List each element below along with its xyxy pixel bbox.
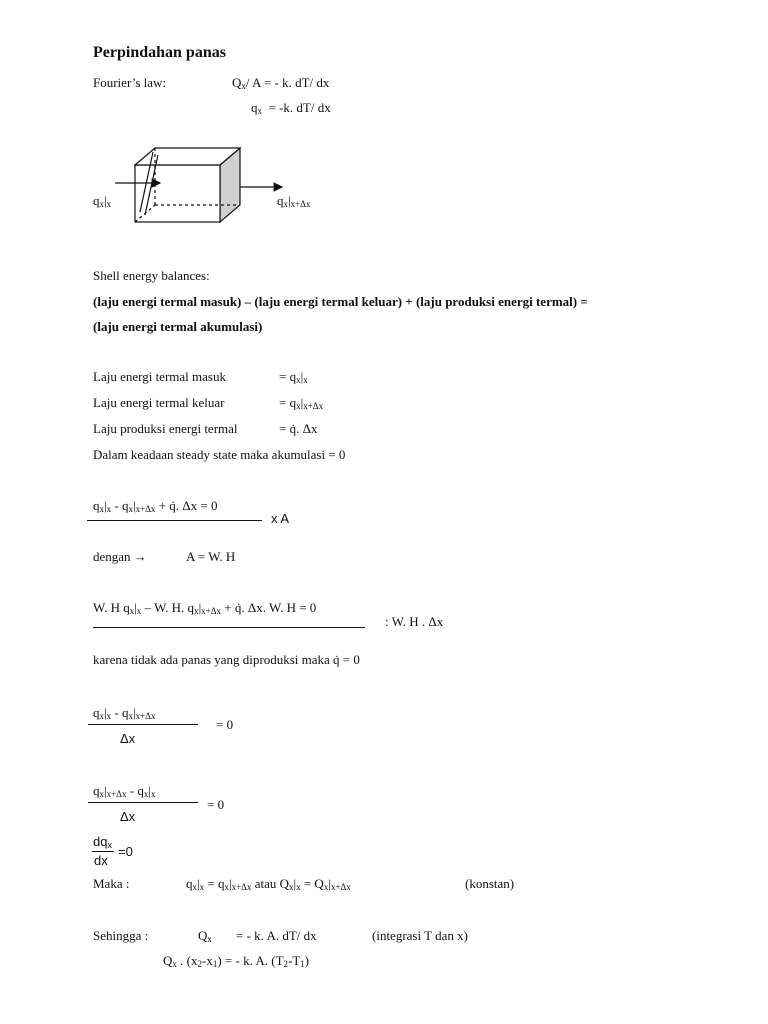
sehingga-note: (integrasi T dan x) xyxy=(372,928,468,943)
shell-line-2: (laju energi termal akumulasi) xyxy=(93,319,263,334)
wh-eq: W. H $q_x|_x$ – W. H. $q_x|_{x+\Delta x}$ + q̇. Δx. W. H = 0 xyxy=(93,600,317,616)
box-shape xyxy=(135,148,240,222)
flux-label-out: $q_x|_{x+\Delta x}$ xyxy=(277,193,311,209)
rate-out-eq: = $q_x|_{x+\Delta x}$ xyxy=(279,395,324,411)
frac2-denominator: Δx xyxy=(120,809,136,824)
frac1-denominator: Δx xyxy=(120,731,136,746)
fourier-eq-2: $q_x = -k$. dT/ dx xyxy=(251,100,331,116)
frac1-rhs: = 0 xyxy=(216,717,234,732)
frac2-numerator: $q_x|_{x+\Delta x} - q_x|_x$ xyxy=(93,783,156,799)
area-eq: A = W. H xyxy=(186,549,236,564)
sehingga-integrated-eq: $Q_x$ . $(x_2-x_1)$ = - k. A. $(T_2-T_1)$ xyxy=(163,953,310,969)
page-title: Perpindahan panas xyxy=(93,44,226,61)
rate-prod-eq: = q̇. Δx xyxy=(279,421,318,436)
wh-eq-rule xyxy=(93,627,365,628)
maka-label: Maka : xyxy=(93,876,130,891)
rate-in-label: Laju energi termal masuk xyxy=(93,369,226,384)
maka-eq: $q_x|_x = q_x|_{x+\Delta x}$ atau $Q_x|_x = Q_x|_{x+\Delta x}$ xyxy=(186,876,351,892)
rate-in-eq: = $q_x|_x$ xyxy=(279,369,308,385)
area-label: dengan → xyxy=(93,549,147,564)
sehingga-label: Sehingga : xyxy=(93,928,149,943)
frac1-numerator: $q_x|_x - q_x|_{x+\Delta x}$ xyxy=(93,705,156,721)
deriv-denominator: dx xyxy=(94,853,108,868)
no-heat-text: karena tidak ada panas yang diproduksi maka q̇ = 0 xyxy=(93,652,360,667)
fourier-label: Fourier’s law: xyxy=(93,75,167,90)
arrow-right-icon: → xyxy=(133,549,147,564)
rate-out-label: Laju energi termal keluar xyxy=(93,395,225,410)
deriv-rule xyxy=(92,851,114,852)
balance-eq-times: x A xyxy=(271,511,290,526)
frac1-rule xyxy=(88,724,198,725)
shell-line-1: (laju energi termal masuk) – (laju energi termal keluar) + (laju produksi energi termal) = xyxy=(93,294,588,309)
maka-note: (konstan) xyxy=(465,876,515,891)
fourier-eq-1: $Q_x/$ A = - k. dT/ dx xyxy=(232,75,330,91)
flux-label-in: $q_x|_x$ xyxy=(93,193,112,209)
balance-eq-rule xyxy=(87,520,262,521)
steady-state-text: Dalam keadaan steady state maka akumulasi = 0 xyxy=(93,447,346,462)
deriv-numerator: $dq_x$ xyxy=(93,834,112,850)
rate-prod-label: Laju produksi energi termal xyxy=(93,421,238,436)
deriv-rhs: =0 xyxy=(118,844,133,859)
shell-heading: Shell energy balances: xyxy=(93,268,210,283)
sehingga-eq-q: $Q_x$ xyxy=(198,928,212,944)
wh-eq-divide: : W. H . Δx xyxy=(385,614,444,629)
sehingga-eq-rhs: = - k. A. dT/ dx xyxy=(236,928,317,943)
balance-eq: $q_x|_x - q_x|_{x+\Delta x}$ + q̇. Δx = 0 xyxy=(93,498,218,514)
frac2-rhs: = 0 xyxy=(207,797,225,812)
frac2-rule xyxy=(88,802,198,803)
